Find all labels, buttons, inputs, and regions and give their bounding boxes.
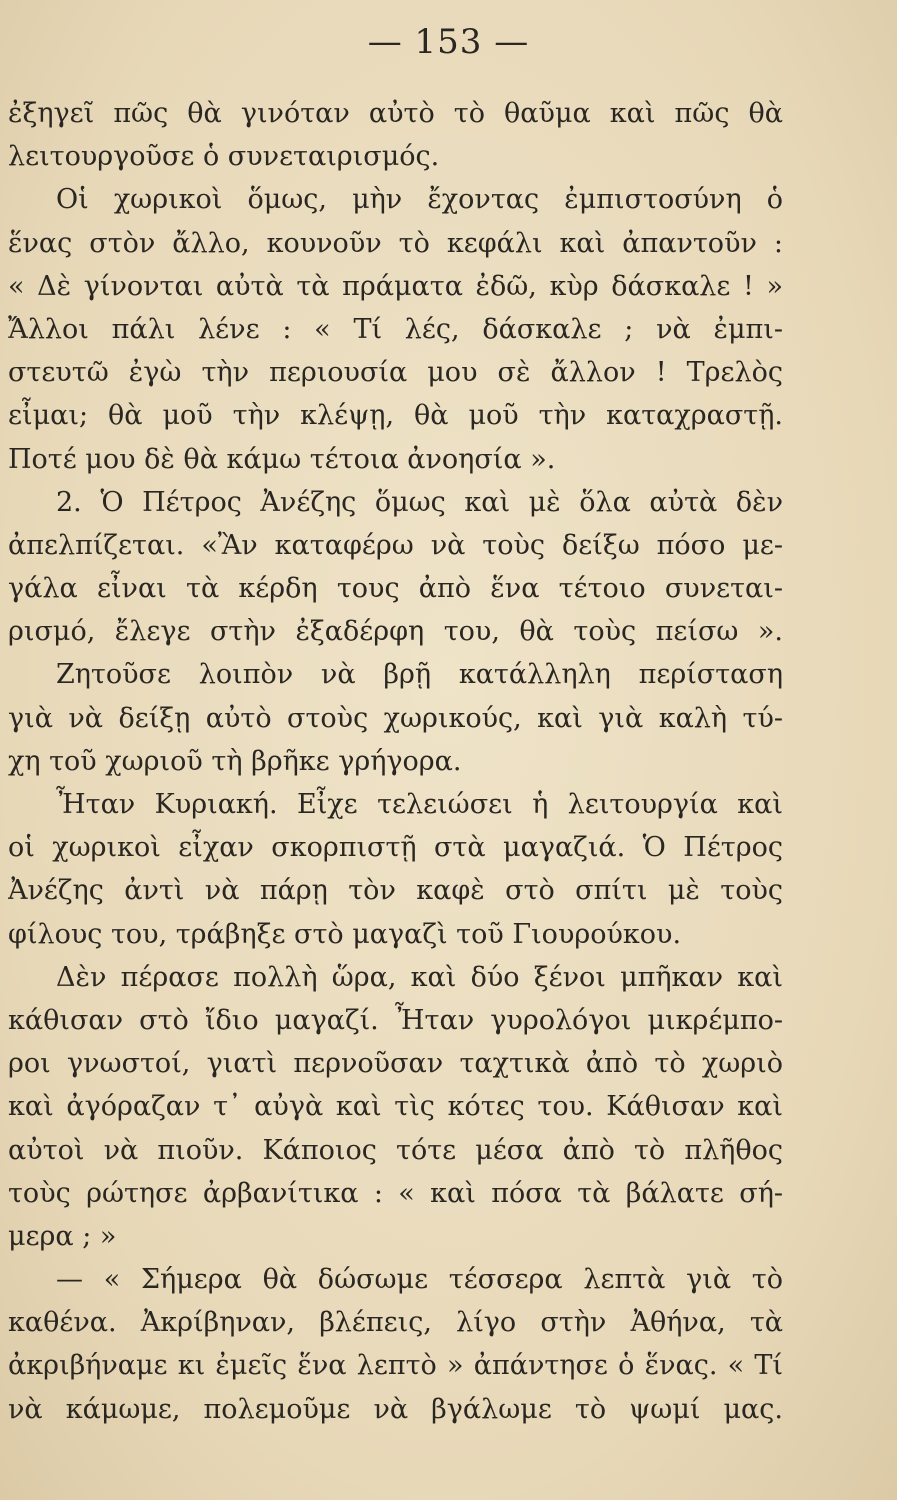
page-number: — 153 — bbox=[367, 22, 530, 62]
text-line: ρισμό, ἔλεγε στὴν ἐξαδέρφη του, θὰ τοὺς πείσω ». bbox=[8, 616, 783, 648]
text-line: ἕνας στὸν ἄλλο, κουνοῦν τὸ κεφάλι καὶ ἀπαντοῦν : bbox=[8, 227, 783, 259]
text-line: νὰ κάμωμε, πολεμοῦμε νὰ βγάλωμε τὸ ψωμί μας. bbox=[8, 1393, 783, 1425]
text-line: Ἄλλοι πάλι λένε : « Τί λές, δάσκαλε ; νὰ ἐμπι- bbox=[8, 313, 783, 345]
text-line: κάθισαν στὸ ἴδιο μαγαζί. Ἦταν γυρολόγοι μικρέμπο- bbox=[8, 1004, 783, 1036]
text-line: φίλους του, τράβηξε στὸ μαγαζὶ τοῦ Γιουρούκου. bbox=[8, 918, 682, 950]
text-line: ροι γνωστοί, γιατὶ περνοῦσαν ταχτικὰ ἀπὸ τὸ χωριὸ bbox=[8, 1048, 783, 1080]
text-line: αὐτοὶ νὰ πιοῦν. Κάποιος τότε μέσα ἀπὸ τὸ πλῆθος bbox=[8, 1134, 783, 1166]
text-line: Οἱ χωρικοὶ ὅμως, μὴν ἔχοντας ἐμπιστοσύνη ὁ bbox=[56, 184, 783, 216]
text-line: Ἀνέζης ἀντὶ νὰ πάρῃ τὸν καφὲ στὸ σπίτι μὲ τοὺς bbox=[8, 875, 783, 907]
text-line: Ἦταν Κυριακή. Εἶχε τελειώσει ἡ λειτουργία καὶ bbox=[56, 789, 783, 820]
text-line: οἱ χωρικοὶ εἶχαν σκορπιστῇ στὰ μαγαζιά. Ὁ Πέτρος bbox=[8, 832, 783, 864]
text-line: μερα ; » bbox=[8, 1220, 117, 1252]
text-line: καθένα. Ἀκρίβηναν, βλέπεις, λίγο στὴν Ἀθήνα, τὰ bbox=[8, 1307, 783, 1339]
text-line: ἀκριβήναμε κι ἐμεῖς ἕνα λεπτὸ » ἀπάντησε ὁ ἕνας. « Τί bbox=[8, 1350, 783, 1382]
text-line: λειτουργοῦσε ὁ συνεταιρισμός. bbox=[8, 141, 440, 173]
text-line: — « Σήμερα θὰ δώσωμε τέσσερα λεπτὰ γιὰ τὸ bbox=[56, 1264, 783, 1296]
text-line: ἐξηγεῖ πῶς θὰ γινόταν αὐτὸ τὸ θαῦμα καὶ πῶς θὰ bbox=[8, 98, 783, 129]
text-line: 2. Ὁ Πέτρος Ἀνέζης ὅμως καὶ μὲ ὅλα αὐτὰ δὲν bbox=[56, 486, 783, 518]
text-line: τοὺς ρώτησε ἀρβανίτικα : « καὶ πόσα τὰ βάλατε σή- bbox=[8, 1177, 783, 1209]
text-line: εἶμαι; θὰ μοῦ τὴν κλέψῃ, θὰ μοῦ τὴν καταχραστῇ. bbox=[8, 400, 783, 432]
text-line: ἀπελπίζεται. «Ἂν καταφέρω νὰ τοὺς δείξω πόσο με- bbox=[8, 529, 783, 561]
text-line: Ποτέ μου δὲ θὰ κάμω τέτοια ἀνοησία ». bbox=[8, 443, 556, 475]
body-text bbox=[8, 92, 783, 1431]
text-line: Ζητοῦσε λοιπὸν νὰ βρῇ κατάλληλη περίσταση bbox=[56, 659, 783, 691]
text-line: « Δὲ γίνονται αὐτὰ τὰ πράματα ἐδῶ, κὺρ δάσκαλε ! » bbox=[8, 270, 783, 302]
text-line: Δὲν πέρασε πολλὴ ὥρα, καὶ δύο ξένοι μπῆκαν καὶ bbox=[56, 961, 783, 993]
text-line: στευτῶ ἐγὼ τὴν περιουσία μου σὲ ἄλλον ! Τρελὸς bbox=[8, 357, 783, 389]
text-line: γάλα εἶναι τὰ κέρδη τους ἀπὸ ἕνα τέτοιο συνεται- bbox=[8, 573, 783, 605]
text-line: χη τοῦ χωριοῦ τὴ βρῆκε γρήγορα. bbox=[8, 745, 462, 777]
text-line: γιὰ νὰ δείξῃ αὐτὸ στοὺς χωρικούς, καὶ γιὰ καλὴ τύ- bbox=[8, 702, 783, 734]
text-line: καὶ ἀγόραζαν τ᾿ αὐγὰ καὶ τὶς κότες του. Κάθισαν καὶ bbox=[8, 1091, 783, 1123]
